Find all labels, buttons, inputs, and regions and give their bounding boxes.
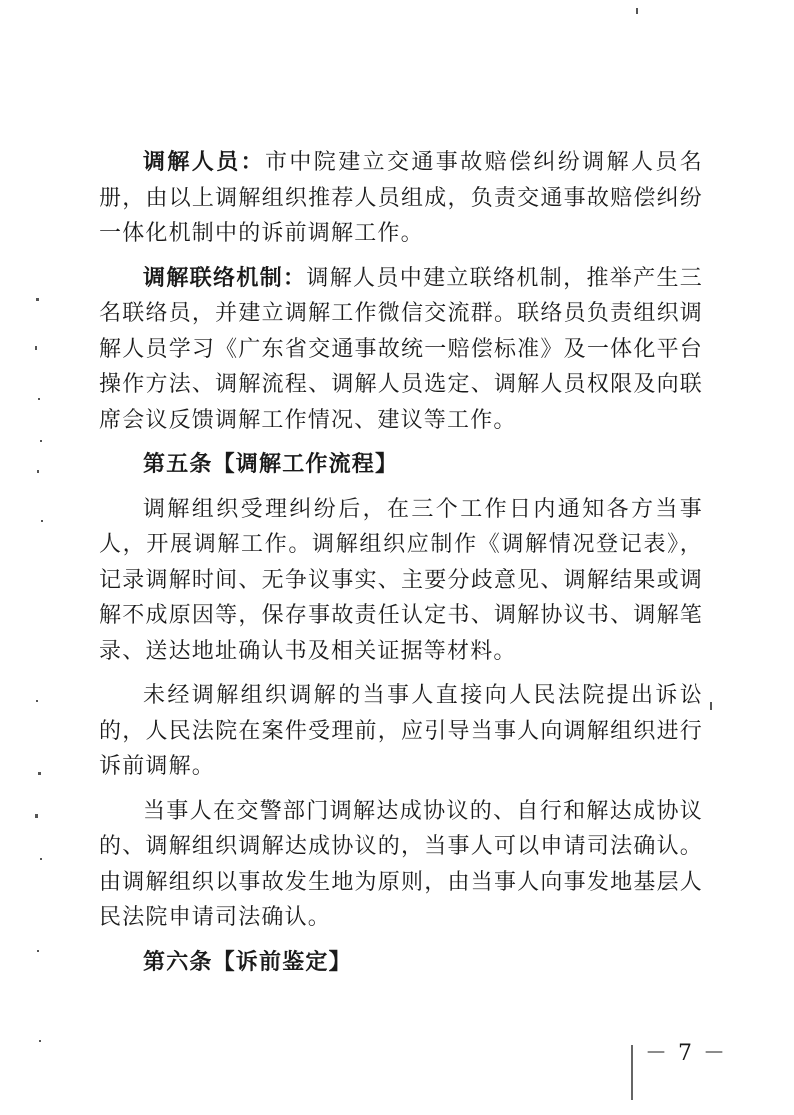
scan-speck: [41, 520, 43, 522]
scan-speck: [40, 440, 42, 442]
scan-speck: [36, 700, 38, 702]
scan-speck: [40, 858, 42, 860]
scan-speck: [36, 298, 39, 301]
scan-speck: [636, 8, 638, 14]
article-6-heading: 第六条【诉前鉴定】: [143, 948, 352, 975]
scan-speck: [35, 814, 38, 818]
scan-speck: [710, 702, 712, 710]
article-5-paragraph: 未经调解组织调解的当事人直接向人民法院提出诉讼的，人民法院在案件受理前，应引导当事人向调解组织进行诉前调解。: [99, 683, 703, 779]
paragraph-text: 调解人员中建立联络机制，推举产生三名联络员，并建立调解工作微信交流群。联络员负责组织调解人员学习《广东省交通事故统一赔偿标准》及一体化平台操作方法、调解流程、调解人员选定、调解人员权限及向联席会议反馈调解工作情况、建议等工作。: [99, 265, 703, 433]
article-5-paragraph: 调解组织受理纠纷后，在三个工作日内通知各方当事人，开展调解工作。调解组织应制作《调解情况登记表》，记录调解时间、无争议事实、主要分歧意见、调解结果或调解不成原因等，保存事故责任认定书、调解协议书、调解笔录、送达地址确认书及相关证据等材料。: [99, 496, 703, 664]
paragraph-mediators: [99, 145, 703, 252]
scan-speck: [39, 1040, 41, 1042]
scan-margin-line: [631, 1045, 633, 1100]
article-5-paragraph: 当事人在交警部门调解达成协议的、自行和解达成协议的、调解组织调解达成协议的，当事人可以申请司法确认。由调解组织以事故发生地为原则，由当事人向事发地基层人民法院申请司法确认。: [99, 798, 703, 930]
paragraph-text: 市中院建立交通事故赔偿纠纷调解人员名册，由以上调解组织推荐人员组成，负责交通事故赔偿纠纷一体化机制中的诉前调解工作。: [99, 150, 703, 246]
paragraph-lead: 调解联络机制：: [143, 264, 307, 291]
article-5-heading: 第五条【调解工作流程】: [143, 451, 399, 477]
scan-speck: [38, 398, 40, 400]
document-body: [99, 145, 703, 989]
scan-speck: [35, 346, 37, 350]
paragraph-lead: 调解人员：: [143, 149, 265, 175]
scan-speck: [37, 470, 39, 473]
page-number: － 7 －: [645, 1041, 727, 1066]
scan-speck: [37, 950, 39, 952]
scan-speck: [38, 772, 41, 775]
paragraph-liaison-mechanism: [99, 261, 703, 439]
